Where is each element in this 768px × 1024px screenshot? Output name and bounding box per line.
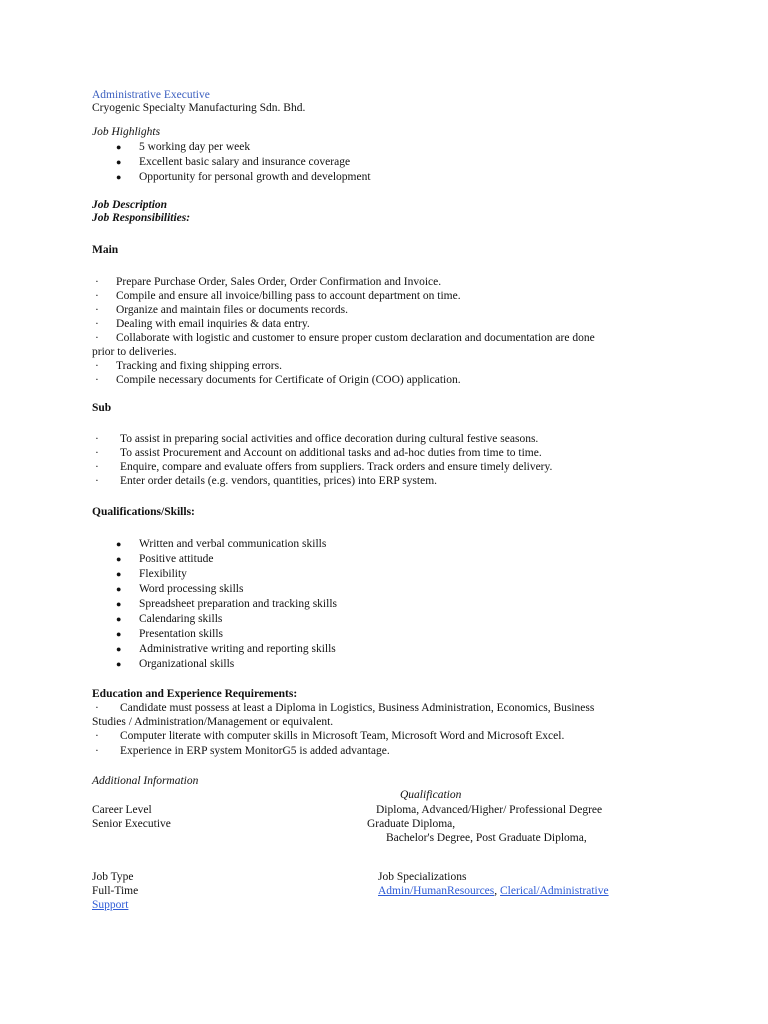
main-item: Compile necessary documents for Certificate of Origin (COO) application. <box>116 374 461 386</box>
dot-icon: · <box>95 461 99 473</box>
sub-item: Enter order details (e.g. vendors, quantities, prices) into ERP system. <box>120 475 438 487</box>
qualification-value: Diploma, Advanced/Higher/ Professional Degree <box>376 804 603 816</box>
highlight-item: Excellent basic salary and insurance coverage <box>139 156 351 168</box>
career-level-label: Career Level <box>92 804 152 816</box>
sub-item: To assist Procurement and Account on additional tasks and ad-hoc duties from time to time. <box>120 447 542 459</box>
dot-icon: · <box>95 447 99 459</box>
main-item: Compile and ensure all invoice/billing pass to account department on time. <box>116 290 461 302</box>
bullet-icon: ● <box>116 629 122 639</box>
main-item: Collaborate with logistic and customer to ensure proper custom declaration and documentation are done <box>116 332 595 344</box>
dot-icon: · <box>95 433 99 445</box>
education-line-continuation: Studies / Administration/Management or equivalent. <box>92 716 334 728</box>
job-type-value: Full-Time <box>92 885 139 897</box>
bullet-icon: ● <box>116 584 122 594</box>
qualifications-heading: Qualifications/Skills: <box>92 506 195 518</box>
main-item: Tracking and fixing shipping errors. <box>116 360 282 372</box>
bullet-icon: ● <box>116 142 122 152</box>
job-type-label: Job Type <box>92 871 134 883</box>
spec-link-clerical-administrative[interactable]: Clerical/Administrative <box>500 885 609 897</box>
dot-icon: · <box>95 475 99 487</box>
dot-icon: · <box>95 745 99 757</box>
main-heading: Main <box>92 244 119 256</box>
dot-icon: · <box>95 702 99 714</box>
highlight-item: Opportunity for personal growth and development <box>139 171 371 183</box>
qualification-item: Positive attitude <box>139 553 214 565</box>
bullet-icon: ● <box>116 644 122 654</box>
main-item: Organize and maintain files or documents records. <box>116 304 348 316</box>
career-level-value: Senior Executive <box>92 818 171 830</box>
job-highlights-heading: Job Highlights <box>92 126 161 138</box>
dot-icon: · <box>95 276 99 288</box>
dot-icon: · <box>95 730 99 742</box>
qualification-item: Organizational skills <box>139 658 235 670</box>
bullet-icon: ● <box>116 539 122 549</box>
education-heading: Education and Experience Requirements: <box>92 688 298 700</box>
sub-item: Enquire, compare and evaluate offers from suppliers. Track orders and ensure timely delivery. <box>120 461 553 473</box>
highlight-item: 5 working day per week <box>139 141 251 153</box>
main-item: Prepare Purchase Order, Sales Order, Order Confirmation and Invoice. <box>116 276 442 288</box>
qualification-item: Word processing skills <box>139 583 244 595</box>
bullet-icon: ● <box>116 157 122 167</box>
education-line: Experience in ERP system MonitorG5 is added advantage. <box>120 745 390 757</box>
qualification-item: Calendaring skills <box>139 613 223 625</box>
bullet-icon: ● <box>116 659 122 669</box>
main-item-continuation: prior to deliveries. <box>92 346 177 358</box>
education-line: Computer literate with computer skills in Microsoft Team, Microsoft Word and Microsoft Excel. <box>120 730 565 742</box>
qualification-item: Spreadsheet preparation and tracking skills <box>139 598 337 610</box>
qualification-label: Qualification <box>400 789 462 801</box>
qualification-item: Presentation skills <box>139 628 224 640</box>
sub-heading: Sub <box>92 402 112 414</box>
bullet-icon: ● <box>116 614 122 624</box>
bullet-icon: ● <box>116 569 122 579</box>
sub-item: To assist in preparing social activities and office decoration during cultural festive seasons. <box>120 433 539 445</box>
education-line: Candidate must possess at least a Diploma in Logistics, Business Administration, Economics, Business <box>120 702 595 714</box>
specializations-links <box>378 884 609 898</box>
job-description-heading: Job Description <box>92 199 168 211</box>
qualification-value: Bachelor's Degree, Post Graduate Diploma, <box>386 832 587 844</box>
qualification-item: Written and verbal communication skills <box>139 538 327 550</box>
spec-link-clerical-administrative-support[interactable]: Support <box>92 899 129 911</box>
main-item: Dealing with email inquiries & data entry. <box>116 318 310 330</box>
job-title: Administrative Executive <box>92 89 210 101</box>
bullet-icon: ● <box>116 554 122 564</box>
dot-icon: · <box>95 318 99 330</box>
qualification-value: Graduate Diploma, <box>367 818 456 830</box>
qualification-item: Administrative writing and reporting skills <box>139 643 336 655</box>
spec-separator: , <box>494 885 498 897</box>
dot-icon: · <box>95 290 99 302</box>
bullet-icon: ● <box>116 172 122 182</box>
job-responsibilities-heading: Job Responsibilities: <box>92 212 191 224</box>
dot-icon: · <box>95 360 99 372</box>
dot-icon: · <box>95 332 99 344</box>
company-name: Cryogenic Specialty Manufacturing Sdn. Bhd. <box>92 102 306 114</box>
dot-icon: · <box>95 374 99 386</box>
job-specializations-label: Job Specializations <box>378 871 467 883</box>
dot-icon: · <box>95 304 99 316</box>
spec-link-admin-human-resources[interactable]: Admin/HumanResources <box>378 885 495 897</box>
additional-info-heading: Additional Information <box>92 775 199 787</box>
bullet-icon: ● <box>116 599 122 609</box>
qualification-item: Flexibility <box>139 568 187 580</box>
